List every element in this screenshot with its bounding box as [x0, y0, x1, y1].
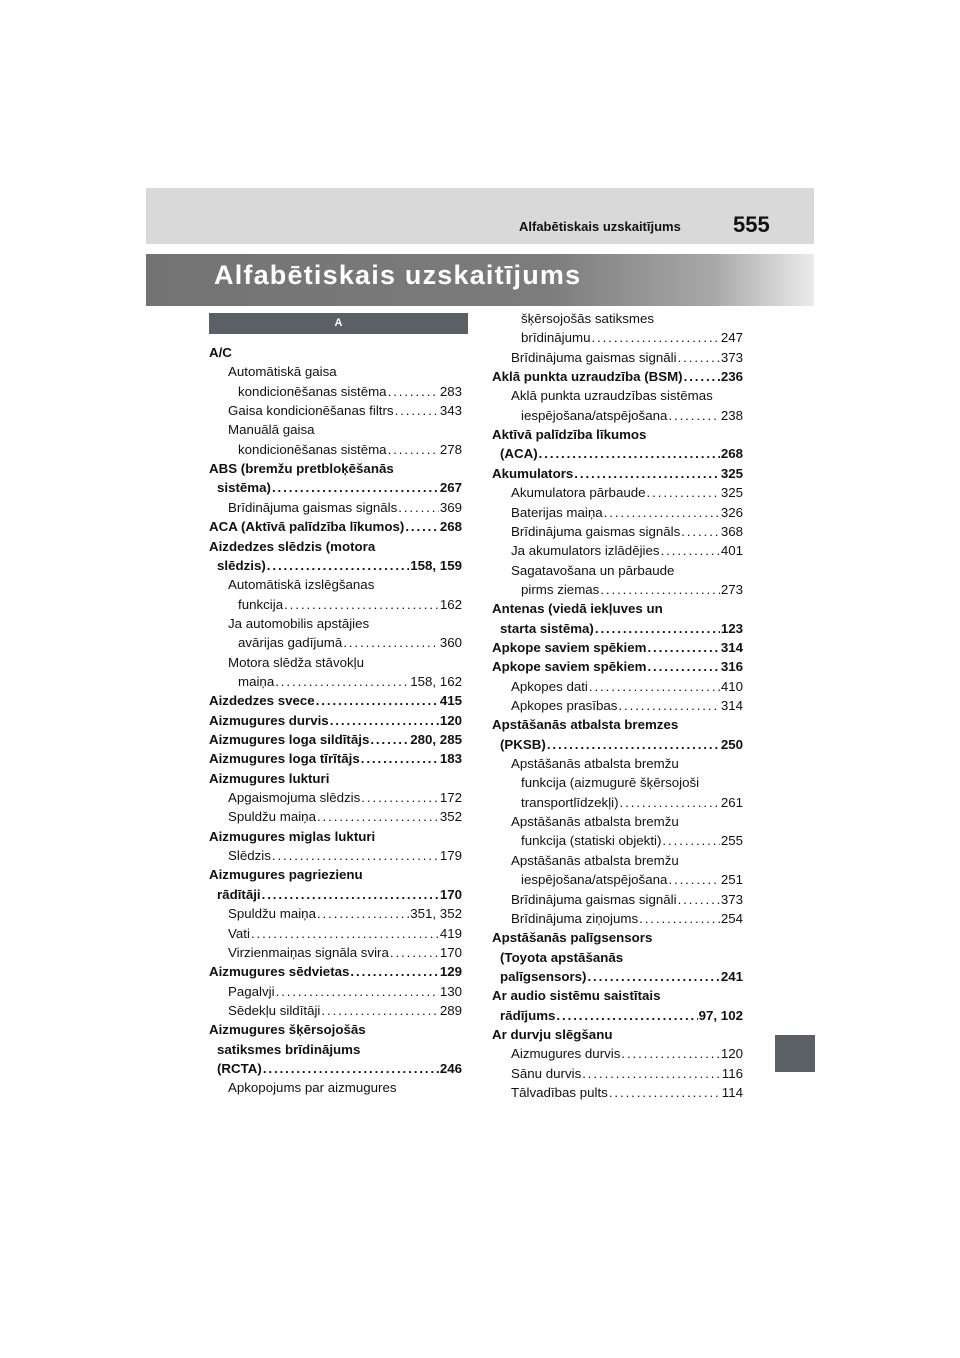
index-entry-text: Brīdinājuma gaismas signāli [511, 891, 677, 907]
index-entry-text: Apstāšanās atbalsta bremžu [511, 756, 679, 772]
dot-leader [284, 595, 439, 614]
index-entry [492, 735, 743, 754]
index-entry [209, 478, 462, 497]
index-entry [209, 459, 462, 478]
index-entry-text: Apstāšanās palīgsensors [492, 930, 653, 946]
index-entry-text: Apstāšanās atbalsta bremžu [511, 852, 679, 868]
index-entry-page: 250 [720, 736, 743, 752]
index-entry [492, 1025, 743, 1044]
index-entry-page: 123 [720, 620, 743, 636]
index-entry-page: 268 [720, 446, 743, 462]
index-entry [492, 870, 743, 889]
dot-leader [678, 890, 720, 909]
index-entry [209, 962, 462, 981]
index-entry-text: Brīdinājuma gaismas signāli [511, 349, 677, 365]
dot-leader [330, 711, 439, 730]
dot-leader [361, 788, 439, 807]
index-entry-page: 368 [720, 523, 743, 539]
index-entry-text: Automātiskā izslēgšanas [228, 577, 375, 593]
index-entry-page: 97, 102 [698, 1007, 743, 1023]
index-entry [209, 343, 462, 362]
index-entry [492, 464, 743, 483]
index-entry-text: iespējošana/atspējošana [521, 872, 668, 888]
section-title: Alfabētiskais uzskaitījums [519, 219, 681, 234]
index-entry [209, 556, 462, 575]
index-entry [209, 943, 462, 962]
index-entry [492, 812, 743, 831]
index-entry [492, 1044, 743, 1063]
index-entry-page: 278 [439, 441, 462, 457]
index-entry [492, 696, 743, 715]
dot-leader [582, 1064, 721, 1083]
index-entry-text: Pagalvji [228, 983, 275, 999]
index-entry-text: Brīdinājuma ziņojums [511, 910, 639, 926]
index-entry-text: Sānu durvis [511, 1065, 582, 1081]
index-entry-text: Akumulatora pārbaude [511, 485, 646, 501]
index-entry-text: Apkopojums par aizmugures [228, 1080, 397, 1096]
index-entry-page: 179 [439, 848, 462, 864]
index-entry-text: sistēma) [217, 480, 271, 496]
dot-leader [639, 909, 720, 928]
index-entry [492, 909, 743, 928]
dot-leader [405, 517, 439, 536]
index-entry [209, 1040, 462, 1059]
index-entry [209, 885, 462, 904]
index-entry [492, 561, 743, 580]
index-entry-text: funkcija [238, 596, 284, 612]
index-entry [209, 1059, 462, 1078]
index-entry-text: Aizmugures durvis [511, 1046, 621, 1062]
dot-leader [275, 672, 409, 691]
index-entry-text: Apstāšanās atbalsta bremzes [492, 717, 679, 733]
index-entry [492, 890, 743, 909]
index-entry [492, 754, 743, 773]
index-entry [492, 773, 743, 792]
index-entry-page: 343 [439, 403, 462, 419]
index-entry [209, 749, 462, 768]
index-entry-text: Apkopes dati [511, 678, 588, 694]
dot-leader [547, 735, 720, 754]
dot-leader [600, 580, 719, 599]
index-entry-text: Tālvadības pults [511, 1085, 608, 1100]
dot-leader [316, 691, 439, 710]
index-entry [209, 691, 462, 710]
dot-leader [668, 870, 719, 889]
dot-leader [681, 522, 720, 541]
dot-leader [661, 541, 720, 560]
index-entry [209, 1078, 462, 1097]
index-entry-text: Spuldžu maiņa [228, 809, 316, 825]
chapter-side-tab [775, 1035, 815, 1072]
chapter-title: Alfabētiskais uzskaitījums [214, 260, 582, 290]
dot-leader [618, 696, 719, 715]
index-entry-page: 183 [439, 751, 462, 767]
index-entry [209, 595, 462, 614]
dot-leader [589, 677, 720, 696]
dot-leader [321, 1001, 438, 1020]
index-entry [209, 575, 462, 594]
index-entry [492, 948, 743, 967]
index-entry-text: Aklā punkta uzraudzības sistēmas [511, 388, 713, 404]
index-entry [492, 793, 743, 812]
index-entry-text: Apkope saviem spēkiem [492, 659, 647, 675]
header-bar [146, 188, 814, 244]
dot-leader [276, 982, 439, 1001]
index-entry-page: 158, 162 [410, 673, 462, 689]
index-entry-text: (ACA) [500, 446, 538, 462]
index-entry-page: 280, 285 [410, 732, 462, 747]
dot-leader [604, 503, 720, 522]
index-entry-text: (Toyota apstāšanās [500, 949, 624, 965]
index-entry-text: pirms ziemas [521, 581, 600, 597]
index-entry-page: 254 [720, 910, 743, 926]
index-entry-page: 238 [720, 407, 743, 423]
dot-leader [317, 904, 409, 923]
index-entry-page: 325 [720, 485, 743, 501]
index-entry [492, 657, 743, 676]
index-entry-text: funkcija (statiski objekti) [521, 833, 662, 849]
index-entry-page: 410 [720, 678, 743, 694]
index-entry-page: 415 [439, 693, 462, 709]
index-entry [492, 928, 743, 947]
index-entry-page: 316 [720, 659, 743, 675]
index-entry-page: 116 [721, 1065, 743, 1081]
index-entry-page: 246 [439, 1060, 462, 1076]
index-entry-page: 289 [439, 1002, 462, 1018]
index-entry-text: Manuālā gaisa [228, 422, 315, 438]
dot-leader [647, 483, 720, 502]
index-entry-text: Automātiskā gaisa [228, 364, 337, 380]
index-entry [492, 1064, 743, 1083]
index-entry-text: Sēdekļu sildītāji [228, 1002, 321, 1018]
dot-leader [595, 619, 720, 638]
index-entry [492, 348, 743, 367]
index-entry [209, 788, 462, 807]
index-entry [492, 328, 743, 347]
index-entry [209, 982, 462, 1001]
dot-leader [556, 1006, 697, 1025]
index-entry [209, 827, 462, 846]
index-entry [492, 986, 743, 1005]
index-entry [209, 420, 462, 439]
index-entry [492, 638, 743, 657]
index-entry-page: 267 [439, 480, 462, 496]
index-entry-text: brīdinājumu [521, 330, 591, 346]
index-entry-text: šķērsojošās satiksmes [521, 311, 655, 326]
index-entry-page: 401 [720, 543, 743, 559]
dot-leader [621, 1044, 719, 1063]
index-entry-text: palīgsensors) [500, 968, 587, 984]
index-entry-page: 314 [720, 698, 743, 713]
index-entry-page: 268 [439, 519, 462, 535]
dot-leader [668, 406, 719, 425]
index-entry-text: rādītāji [217, 886, 261, 902]
index-entry-text: A/C [209, 345, 232, 360]
index-entry [492, 1083, 743, 1102]
index-entry [492, 1006, 743, 1025]
index-entry-text: Gaisa kondicionēšanas filtrs [228, 403, 394, 419]
index-entry [492, 580, 743, 599]
index-entry-text: Aizdedzes slēdzis (motora [209, 538, 376, 554]
index-entry [492, 851, 743, 870]
index-entry-text: Apstāšanās atbalsta bremžu [511, 814, 679, 830]
index-entry [209, 807, 462, 826]
index-entry-text: Sagatavošana un pārbaude [511, 562, 675, 578]
index-entry-text: ABS (bremžu pretbloķēšanās [209, 461, 394, 477]
index-entry [492, 599, 743, 618]
index-entry-text: Apgaismojuma slēdzis [228, 790, 361, 806]
dot-leader [272, 478, 439, 497]
index-entry [209, 924, 462, 943]
dot-leader [251, 924, 439, 943]
index-entry-text: Spuldžu maiņa [228, 906, 316, 922]
index-entry-page: 261 [720, 794, 743, 810]
dot-leader [647, 638, 719, 657]
index-entry-text: Ja automobilis apstājies [228, 615, 370, 631]
index-entry [209, 537, 462, 556]
index-entry-text: iespējošana/atspējošana [521, 407, 668, 423]
index-entry-text: kondicionēšanas sistēma [238, 383, 387, 399]
index-entry-text: maiņa [238, 673, 275, 689]
index-entry [209, 498, 462, 517]
index-entry [209, 401, 462, 420]
index-entry [209, 362, 462, 381]
index-entry-text: Aizmugures šķērsojošās [209, 1022, 366, 1038]
dot-leader [591, 328, 719, 347]
index-entry-page: 158, 159 [410, 557, 462, 573]
index-entry [209, 653, 462, 672]
index-entry-text: Vati [228, 925, 250, 941]
dot-leader [350, 962, 438, 981]
dot-leader [390, 943, 439, 962]
dot-leader [388, 382, 439, 401]
dot-leader [662, 831, 719, 850]
index-entry [492, 522, 743, 541]
index-entry-page: 172 [439, 790, 462, 806]
dot-leader [361, 749, 439, 768]
index-entry [209, 633, 462, 652]
index-entry-text: funkcija (aizmugurē šķērsojoši [521, 775, 700, 791]
index-entry-page: 373 [720, 349, 743, 365]
index-entry-text: ACA (Aktīvā palīdzība līkumos) [209, 519, 405, 535]
index-entry [492, 831, 743, 850]
dot-leader [609, 1083, 721, 1102]
index-entry-page: 419 [439, 925, 462, 941]
dot-leader [267, 556, 409, 575]
index-entry-page: 369 [439, 499, 462, 515]
index-entry-page: 360 [439, 635, 462, 651]
index-entry-page: 314 [720, 639, 743, 655]
index-entry-page: 283 [439, 383, 462, 399]
index-entry-page: 114 [721, 1085, 743, 1100]
index-entry [492, 967, 743, 986]
index-entry [209, 614, 462, 633]
dot-leader [678, 348, 720, 367]
dot-leader [370, 730, 409, 749]
index-entry-page: 130 [439, 983, 462, 999]
index-entry-page: 236 [720, 369, 743, 385]
index-entry-text: Akumulators [492, 465, 574, 481]
index-entry-text: Slēdzis [228, 848, 271, 864]
index-entry [492, 406, 743, 425]
index-entry [209, 904, 462, 923]
index-entry-text: Apkopes prasības [511, 698, 618, 713]
index-entry-page: 247 [720, 330, 743, 346]
index-entry-text: Aizmugures miglas lukturi [209, 828, 376, 844]
index-entry-page: 373 [720, 891, 743, 907]
dot-leader [587, 967, 719, 986]
dot-leader [574, 464, 720, 483]
index-entry-text: (PKSB) [500, 736, 546, 752]
dot-leader [388, 440, 439, 459]
index-entry-text: Virzienmaiņas signāla svira [228, 944, 389, 960]
index-entry-page: 326 [720, 504, 743, 520]
index-entry-text: avārijas gadījumā [238, 635, 343, 651]
index-entry-text: Antenas (viedā iekļuves un [492, 601, 663, 617]
index-entry-text: rādījums [500, 1007, 556, 1023]
index-entry-page: 170 [439, 886, 462, 902]
index-entry-page: 325 [720, 465, 743, 481]
index-entry-page: 241 [720, 968, 743, 984]
dot-leader [647, 657, 719, 676]
index-entry [209, 382, 462, 401]
index-entry [492, 503, 743, 522]
index-entry [492, 619, 743, 638]
index-entry-text: slēdzis) [217, 557, 266, 573]
index-entry-page: 170 [439, 944, 462, 960]
letter-heading: A [209, 313, 468, 334]
index-entry-text: Brīdinājuma gaismas signāls [228, 499, 398, 515]
index-entry-page: 120 [720, 1046, 743, 1062]
dot-leader [684, 367, 720, 386]
dot-leader [539, 444, 720, 463]
index-entry-text: (RCTA) [217, 1060, 262, 1076]
index-entry [209, 730, 462, 749]
index-entry [209, 517, 462, 536]
index-entry-text: Ar audio sistēmu saistītais [492, 988, 661, 1004]
index-entry [492, 677, 743, 696]
index-entry-text: Apkope saviem spēkiem [492, 639, 647, 655]
index-entry [209, 672, 462, 691]
index-entry [209, 1020, 462, 1039]
index-entry [492, 715, 743, 734]
index-entry-text: satiksmes brīdinājums [217, 1041, 361, 1057]
index-entry-text: Aizdedzes svece [209, 693, 315, 709]
index-entry [492, 425, 743, 444]
index-entry-page: 351, 352 [410, 906, 462, 922]
index-entry-page: 273 [720, 581, 743, 597]
index-entry-text: Aizmugures durvis [209, 712, 329, 728]
index-entry [209, 769, 462, 788]
dot-leader [620, 793, 720, 812]
index-entry-text: kondicionēšanas sistēma [238, 441, 387, 457]
index-entry-page: 129 [439, 964, 462, 980]
dot-leader [262, 885, 439, 904]
index-entry-text: Motora slēdža stāvokļu [228, 654, 364, 670]
dot-leader [343, 633, 439, 652]
index-entry-text: transportlīdzekļi) [521, 794, 619, 810]
index-entry-text: Aizmugures pagriezienu [209, 867, 363, 883]
index-entry-text: Ja akumulators izlādējies [511, 543, 660, 559]
index-entry [492, 444, 743, 463]
dot-leader [272, 846, 439, 865]
dot-leader [317, 807, 439, 826]
dot-leader [395, 401, 439, 420]
index-entry [492, 309, 743, 328]
index-entry [209, 865, 462, 884]
page-number: 555 [733, 212, 770, 237]
index-entry-text: Aktīvā palīdzība līkumos [492, 427, 647, 443]
index-entry [209, 440, 462, 459]
dot-leader [263, 1059, 439, 1078]
index-entry [492, 483, 743, 502]
index-entry-text: Aizmugures sēdvietas [209, 964, 350, 980]
index-entry-text: Aizmugures loga sildītājs [209, 732, 370, 747]
index-entry [492, 386, 743, 405]
index-entry-page: 255 [720, 833, 743, 849]
index-entry [209, 1001, 462, 1020]
index-entry-page: 162 [439, 596, 462, 612]
index-entry [492, 541, 743, 560]
index-entry [209, 846, 462, 865]
index-entry-text: starta sistēma) [500, 620, 594, 636]
index-entry-text: Ar durvju slēgšanu [492, 1026, 613, 1042]
dot-leader [398, 498, 439, 517]
index-entry-text: Brīdinājuma gaismas signāls [511, 523, 681, 539]
index-entry-text: Aizmugures loga tīrītājs [209, 751, 360, 767]
index-entry [492, 367, 743, 386]
index-entry-page: 120 [439, 712, 462, 728]
index-entry [209, 711, 462, 730]
index-entry-page: 251 [720, 872, 743, 888]
index-entry-text: Baterijas maiņa [511, 504, 603, 520]
index-entry-text: Aklā punkta uzraudzība (BSM) [492, 369, 683, 385]
index-entry-page: 352 [439, 809, 462, 825]
index-entry-text: Aizmugures lukturi [209, 770, 330, 786]
